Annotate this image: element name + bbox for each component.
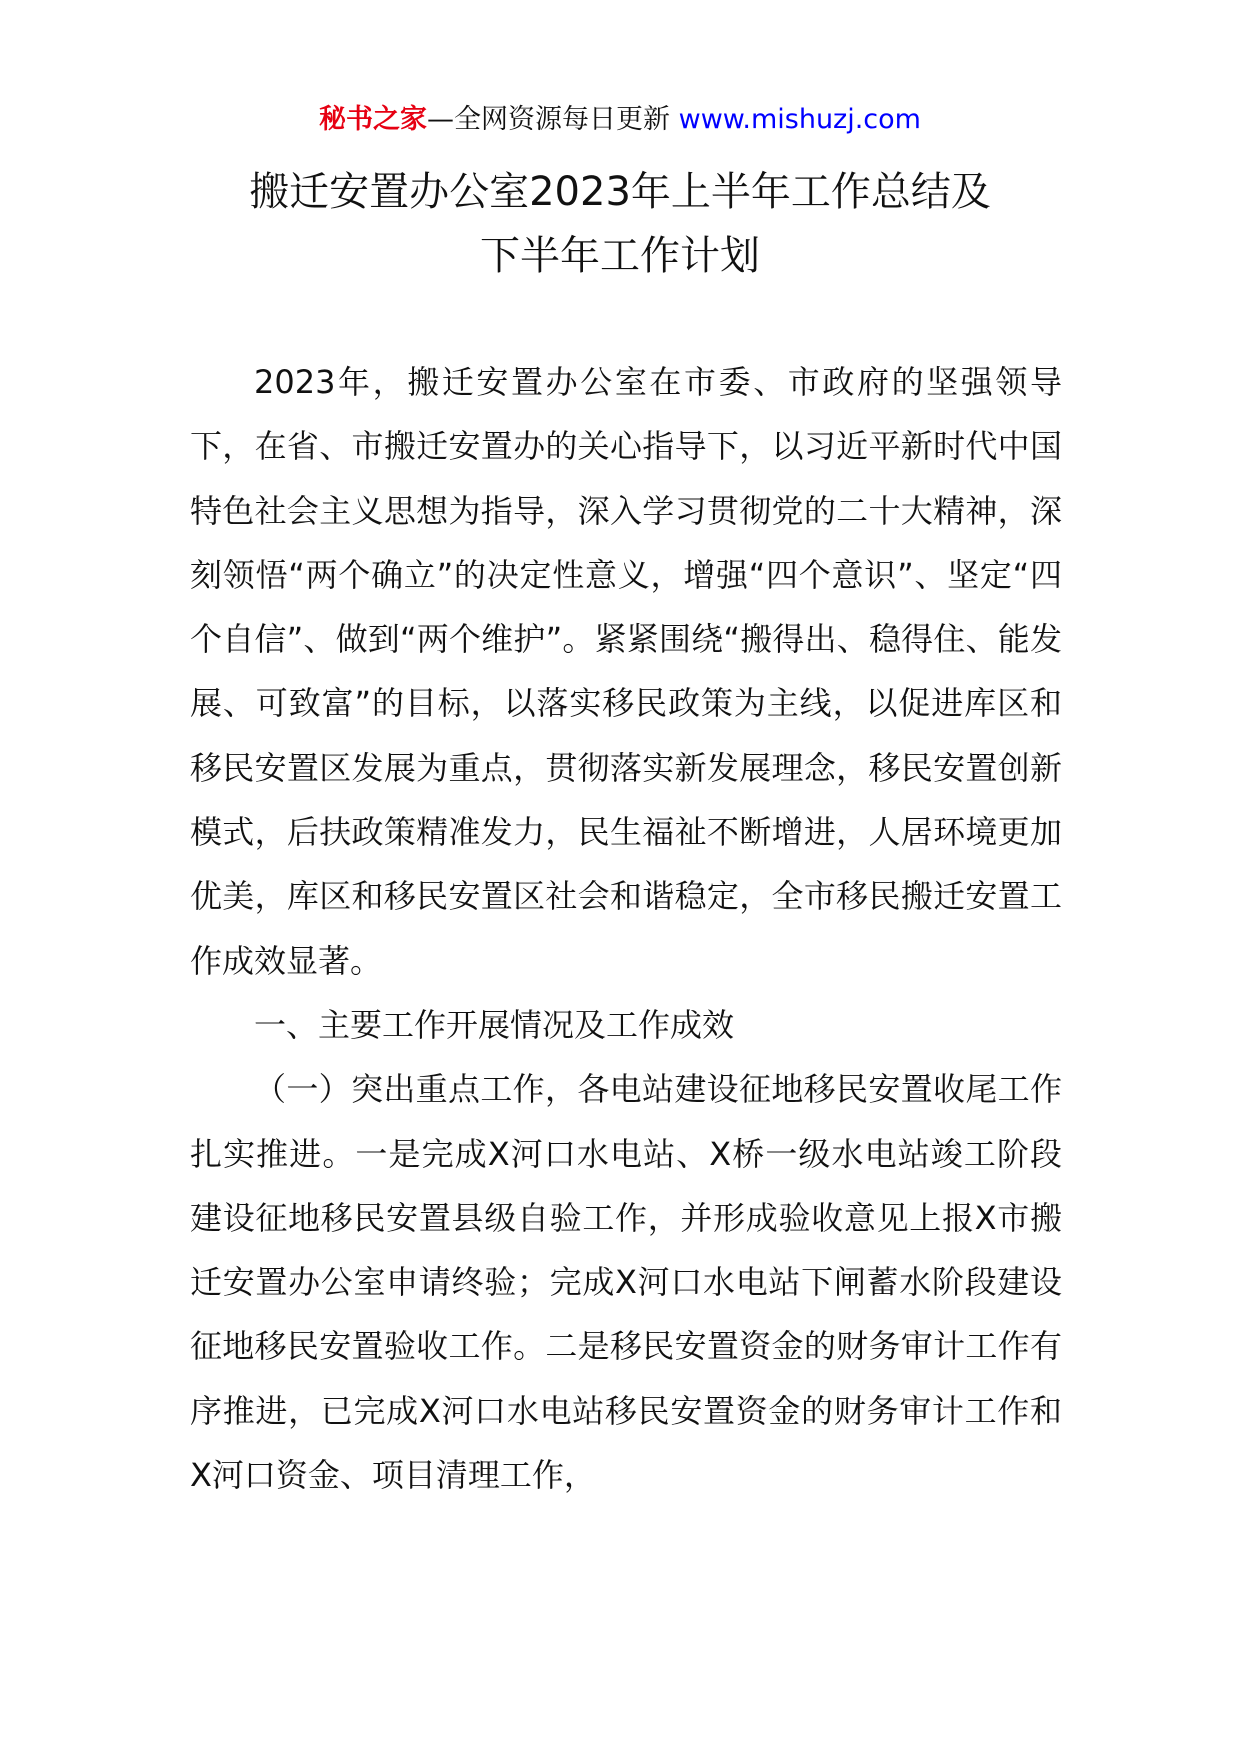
site-url-link[interactable]: www.mishuzj.com bbox=[678, 104, 921, 135]
intro-paragraph: 2023年，搬迁安置办公室在市委、市政府的坚强领导下，在省、市搬迁安置办的关心指导下，以习近平新时代中国特色社会主义思想为指导，深入学习贯彻党的二十大精神，深刻领悟“两个确立”的决定性意义，增强“四个意识”、坚定“四个自信”、做到“两个维护”。紧紧围绕“搬得出、稳得住、能发展、可致富”的目标，以落实移民政策为主线，以促进库区和移民安置区发展为重点，贯彻落实新发展理念，移民安置创新模式，后扶政策精准发力，民生福祉不断增进，人居环境更加优美，库区和移民安置区社会和谐稳定，全市移民搬迁安置工作成效显著。 bbox=[190, 363, 1062, 980]
site-header bbox=[0, 100, 1240, 140]
brand-name: 秘书之家 bbox=[319, 104, 428, 135]
header-tagline: —全网资源每日更新 bbox=[427, 104, 679, 135]
subsection-paragraph: （一）突出重点工作，各电站建设征地移民安置收尾工作扎实推进。一是完成X河口水电站、X桥一级水电站竣工阶段建设征地移民安置县级自验工作，并形成验收意见上报X市搬迁安置办公室申请终验；完成X河口水电站下闸蓄水阶段建设征地移民安置验收工作。二是移民安置资金的财务审计工作有序推进，已完成X河口水电站移民安置资金的财务审计工作和X河口资金、项目清理工作， bbox=[190, 1070, 1062, 1495]
title-line-2: 下半年工作计划 bbox=[480, 233, 760, 279]
section-heading: 一、主要工作开展情况及工作成效 bbox=[254, 1005, 735, 1044]
title-line-1: 搬迁安置办公室2023年上半年工作总结及 bbox=[249, 169, 991, 215]
document-body bbox=[190, 350, 1062, 1507]
document-title bbox=[140, 160, 1100, 288]
